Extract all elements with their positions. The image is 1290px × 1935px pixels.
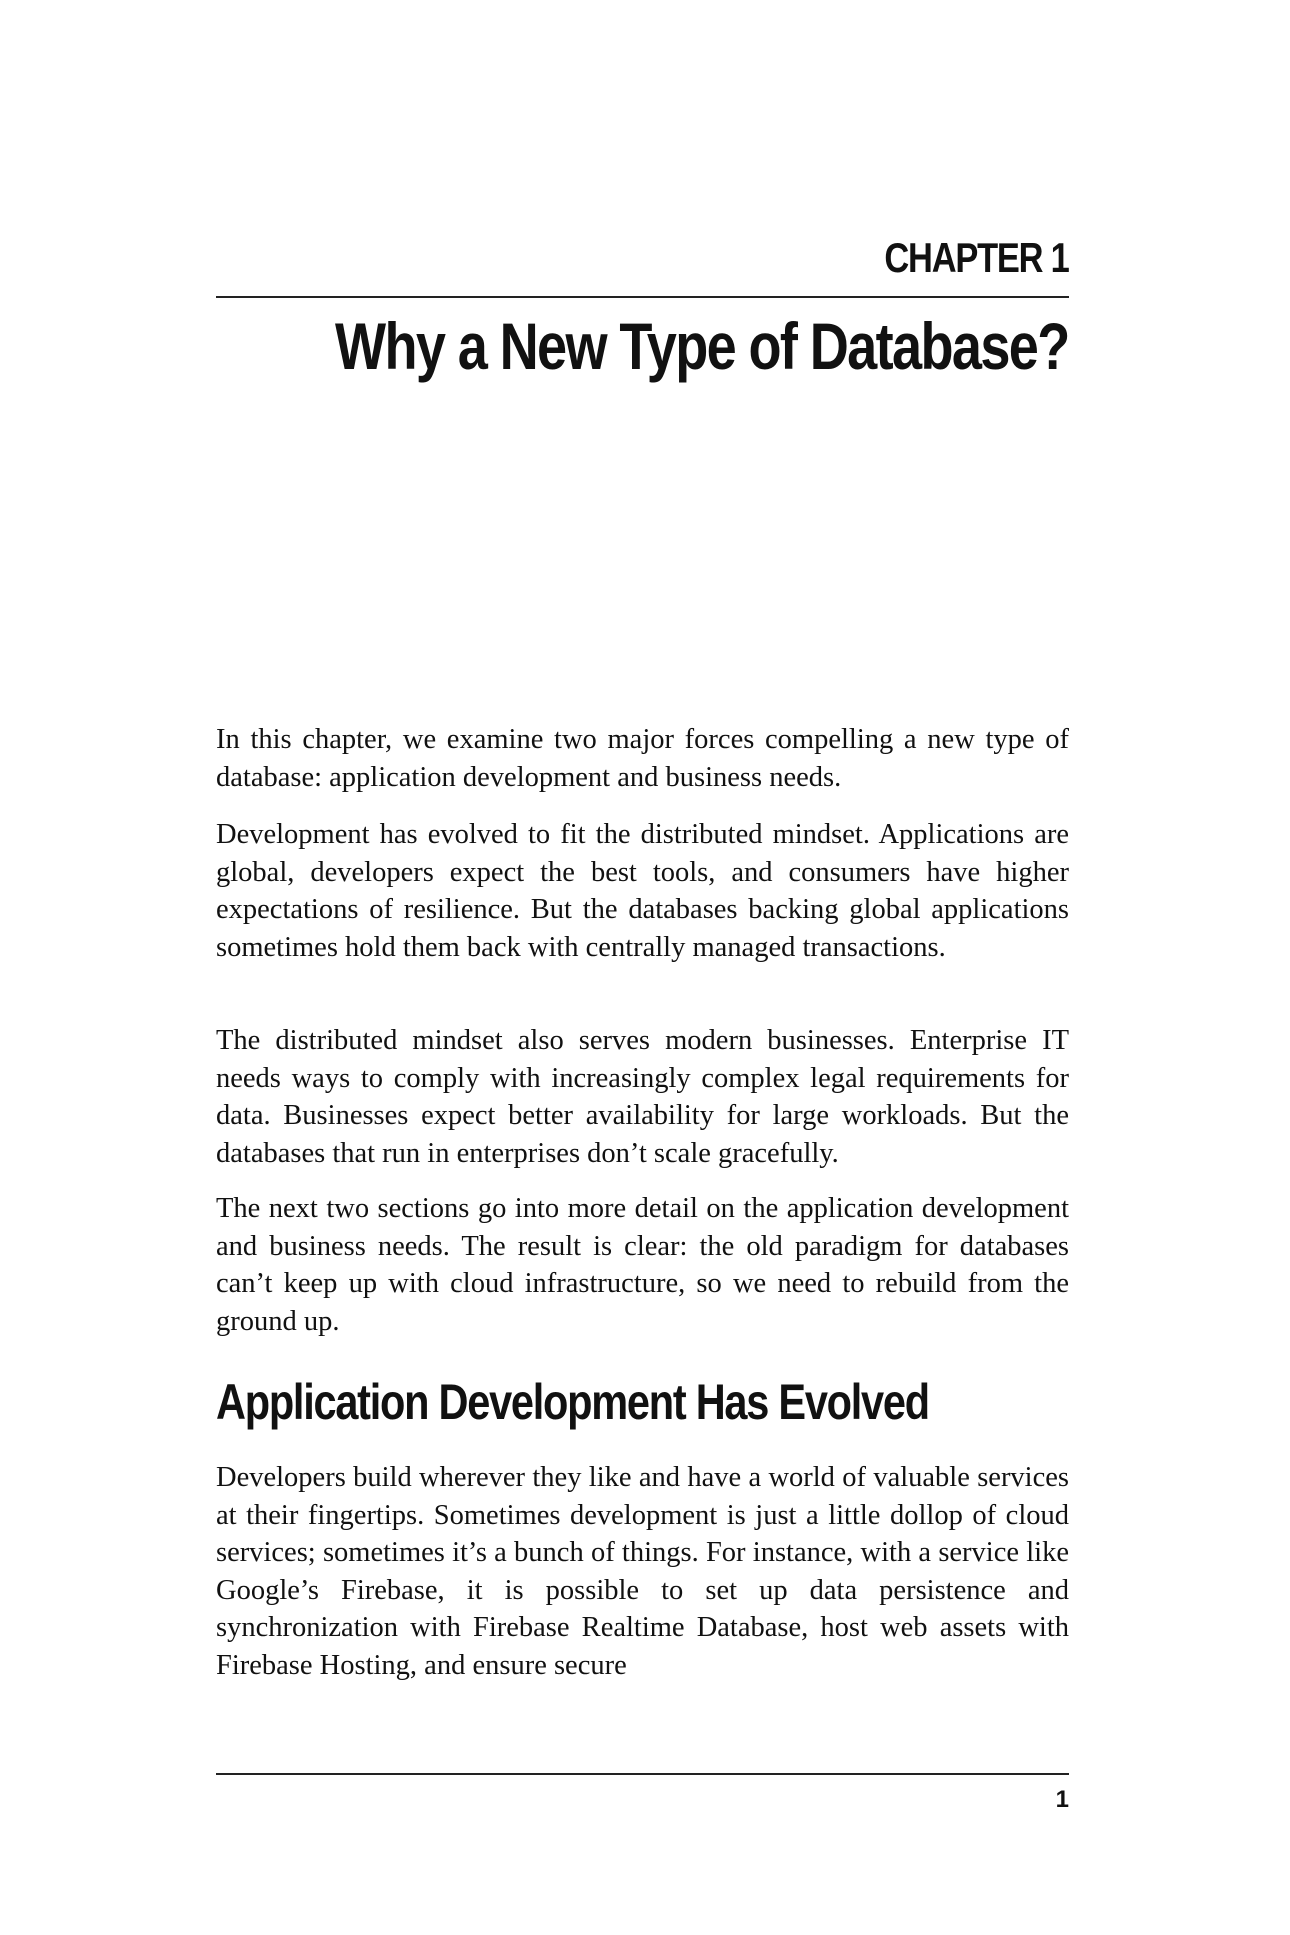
page-number: 1: [1055, 1786, 1069, 1813]
intro-paragraph-1: In this chapter, we examine two major forces compelling a new type of database: application development and business needs.: [216, 724, 1069, 793]
intro-paragraph-4: The next two sections go into more detail on the application development and business needs. The result is clear: the old paradigm for databases can’t keep up with cloud infrastructure, so we need to rebuild from the ground up.: [216, 1193, 1069, 1337]
section-heading: Application Development Has Evolved: [216, 1374, 929, 1430]
section-paragraph: Developers build wherever they like and have a world of valuable services at their fingertips. Sometimes development is just a little dollop of cloud services; sometimes it’s a bunch of things. For instance, with a service like Google’s Firebase, it is possible to set up data persistence and synchronization with Firebase Realtime Database, host web assets with Firebase Hosting, and ensure secure: [216, 1462, 1069, 1681]
chapter-divider: [216, 296, 1069, 298]
chapter-title: Why a New Type of Database?: [335, 309, 1069, 383]
chapter-label: CHAPTER 1: [884, 234, 1069, 281]
intro-paragraph-2: Development has evolved to fit the distributed mindset. Applications are global, developers expect the best tools, and consumers have higher expectations of resilience. But the databases backing global applications sometimes hold them back with centrally managed transactions.: [216, 819, 1069, 963]
footer-divider: [216, 1773, 1069, 1775]
intro-paragraph-3: The distributed mindset also serves modern businesses. Enterprise IT needs ways to comply with increasingly complex legal requirements for data. Businesses expect better availability for large workloads. But the databases that run in enterprises don’t scale gracefully.: [216, 1025, 1069, 1169]
